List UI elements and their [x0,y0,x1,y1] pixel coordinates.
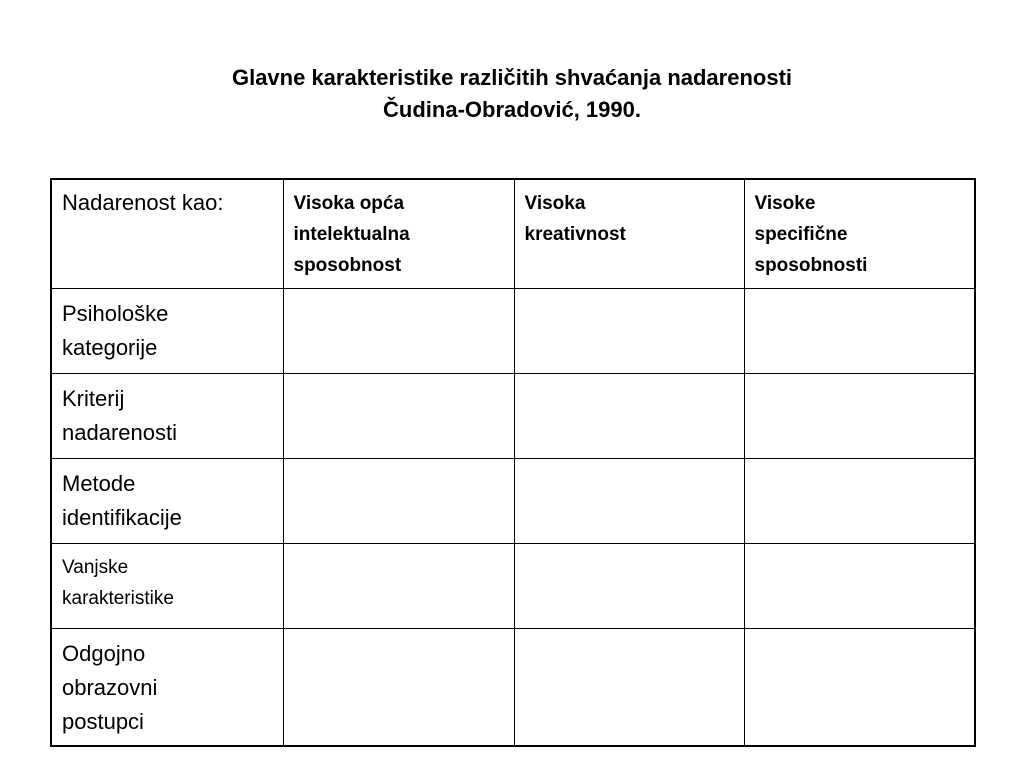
row-header-line: kategorije [62,334,158,360]
table-cell [283,288,514,373]
table-cell [744,288,975,373]
column-header-line: specifične [754,224,848,245]
slide-title [0,62,1024,126]
column-header-creativity [514,179,744,288]
table-header-row [51,179,975,288]
column-header-specific-abilities [744,179,975,288]
row-header-giftedness-criterion [51,373,283,458]
column-header-line: sposobnost [293,255,402,276]
table-cell [744,628,975,746]
table-cell [744,543,975,628]
title-line-1: Glavne karakteristike različitih shvaćanja nadarenosti [231,65,793,90]
row-header-external-characteristics [51,543,283,628]
table-row [51,373,975,458]
table-cell [283,543,514,628]
table-cell [514,288,744,373]
column-header-line: intelektualna [293,224,410,245]
row-header-line: postupci [62,708,144,734]
column-header-general-intellectual-ability [283,179,514,288]
row-header-educational-procedures [51,628,283,746]
title-line-2: Čudina-Obradović, 1990. [383,97,641,122]
column-header-line: sposobnosti [754,255,868,276]
table-row [51,458,975,543]
table-cell [283,373,514,458]
column-header-line: Visoka [524,193,586,214]
row-header-line: Metode [62,470,136,496]
row-header-line: identifikacije [62,504,182,530]
table-cell [514,628,744,746]
table-cell [744,458,975,543]
table-row [51,543,975,628]
row-header-line: Kriterij [62,385,125,411]
row-header-line: karakteristike [62,587,174,609]
table-cell [514,458,744,543]
table-cell [514,543,744,628]
table-cell [283,458,514,543]
table-row [51,628,975,746]
corner-cell [51,179,283,288]
corner-label: Nadarenost kao: [62,190,224,215]
column-header-line: Visoke [754,193,816,214]
row-header-identification-methods [51,458,283,543]
characteristics-table [50,178,976,747]
column-header-line: Visoka opća [293,193,405,214]
row-header-psychological-categories [51,288,283,373]
row-header-line: Psihološke [62,300,169,326]
table-cell [514,373,744,458]
row-header-line: nadarenosti [62,419,177,445]
table-cell [744,373,975,458]
table-cell [283,628,514,746]
column-header-line: kreativnost [524,224,626,245]
row-header-line: obrazovni [62,674,158,700]
table-row [51,288,975,373]
row-header-line: Odgojno [62,640,146,666]
row-header-line: Vanjske [62,556,129,578]
